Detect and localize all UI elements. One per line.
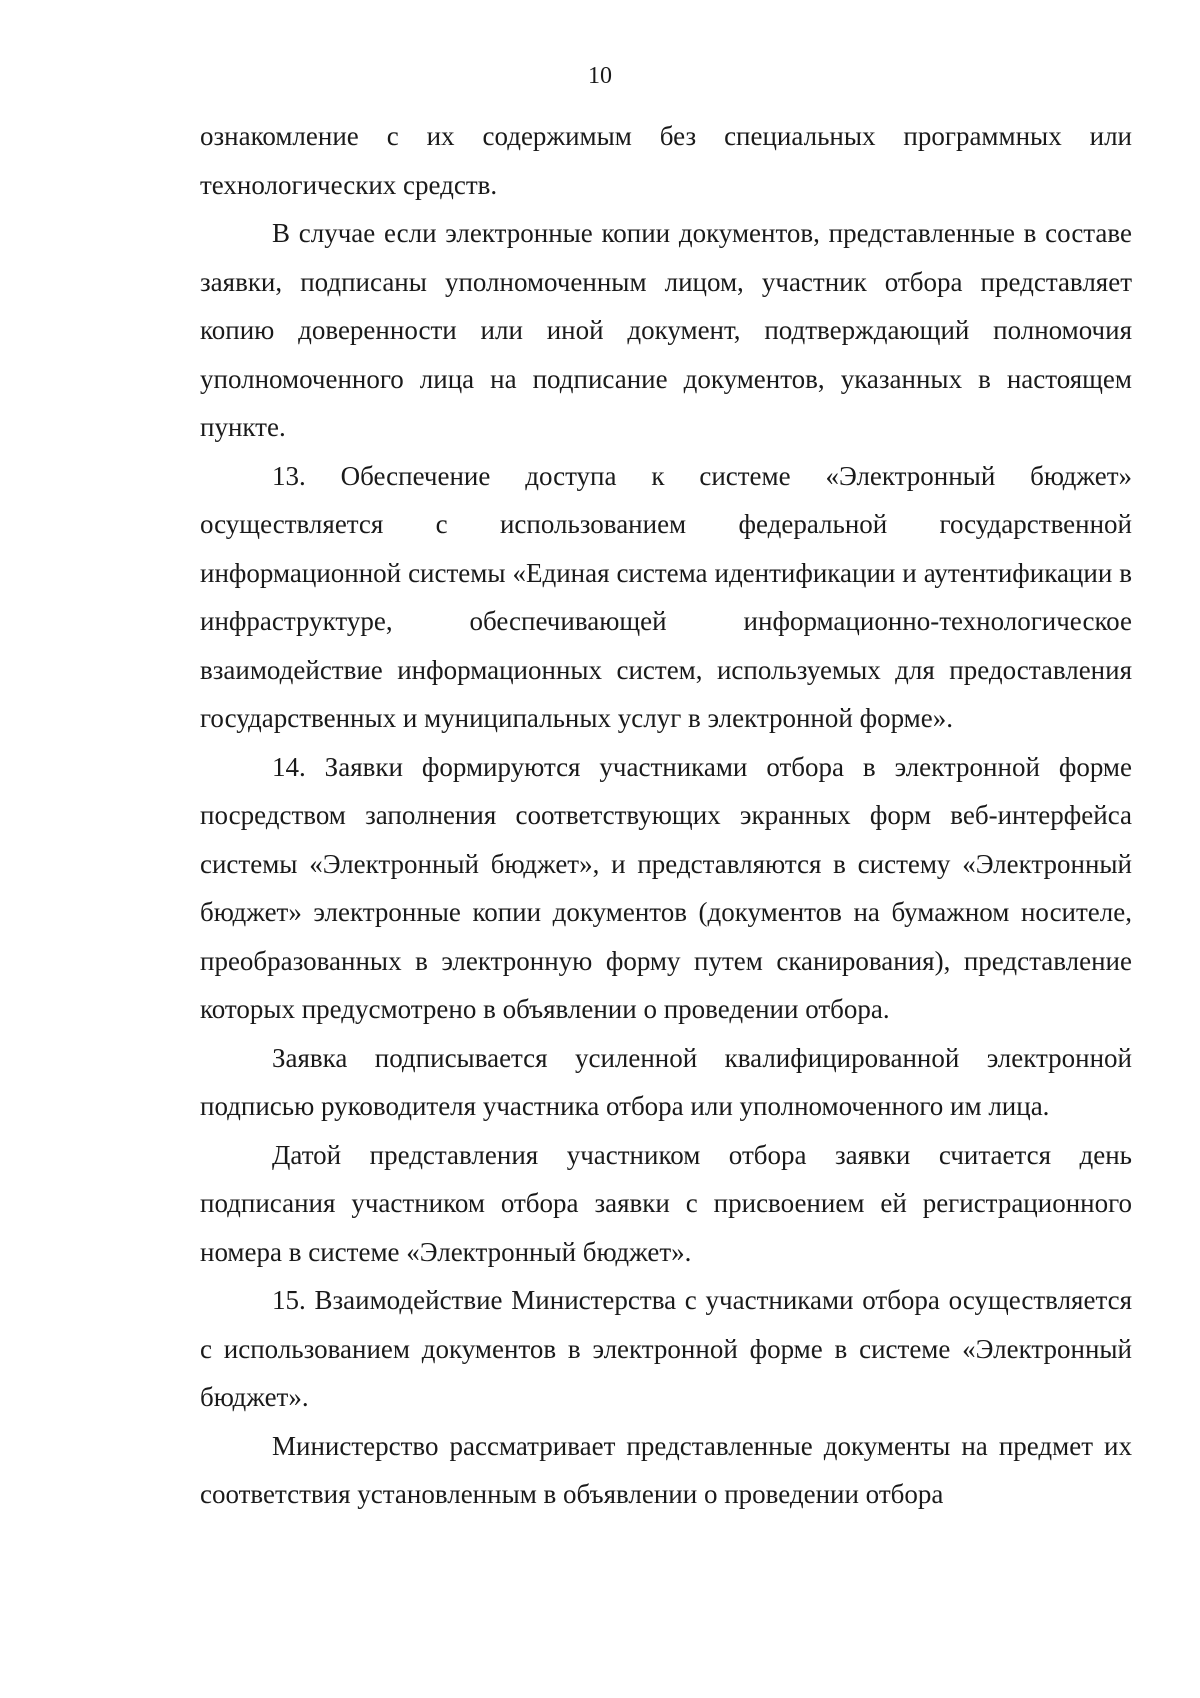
paragraph-item-15: 15. Взаимодействие Министерства с участниками отбора осуществляется с использованием документов в электронной форме в системе «Электронный бюджет». <box>200 1285 1132 1412</box>
paragraph-signature: Заявка подписывается усиленной квалифицированной электронной подписью руководителя участника отбора или уполномоченного им лица. <box>200 1042 1132 1121</box>
paragraph-submission-date: Датой представления участником отбора заявки считается день подписания участником отбора заявки с присвоением ей регистрационного номера в системе «Электронный бюджет». <box>200 1139 1132 1267</box>
paragraph-continuation: ознакомление с их содержимым без специальных программных или технологических средств. <box>200 121 1132 200</box>
document-body <box>200 112 1132 1519</box>
paragraph-electronic-copies: В случае если электронные копии документов, представленные в составе заявки, подписаны уполномоченным лицом, участник отбора представляет копию доверенности или иной документ, подтверждающий полномочия уполномоченного лица на подписание документов, указанных в настоящем пункте. <box>200 218 1132 442</box>
paragraph-item-14: 14. Заявки формируются участниками отбора в электронной форме посредством заполнения соответствующих экранных форм веб-интерфейса системы «Электронный бюджет», и представляются в систему «Электронный бюджет» электронные копии документов (документов на бумажном носителе, преобразованных в электронную форму путем сканирования), представление которых предусмотрено в объявлении о проведении отбора. <box>200 751 1132 1024</box>
page-number: 10 <box>588 63 612 89</box>
paragraph-ministry-review: Министерство рассматривает представленные документы на предмет их соответствия установленным в объявлении о проведении отбора <box>200 1430 1132 1509</box>
paragraph-item-13: 13. Обеспечение доступа к системе «Электронный бюджет» осуществляется с использованием федеральной государственной информационной системы «Единая система идентификации и аутентификации в инфраструктуре, обеспечивающей информационно-технологическое взаимодействие информационных систем, используемых для предоставления государственных и муниципальных услуг в электронной форме». <box>200 460 1132 733</box>
